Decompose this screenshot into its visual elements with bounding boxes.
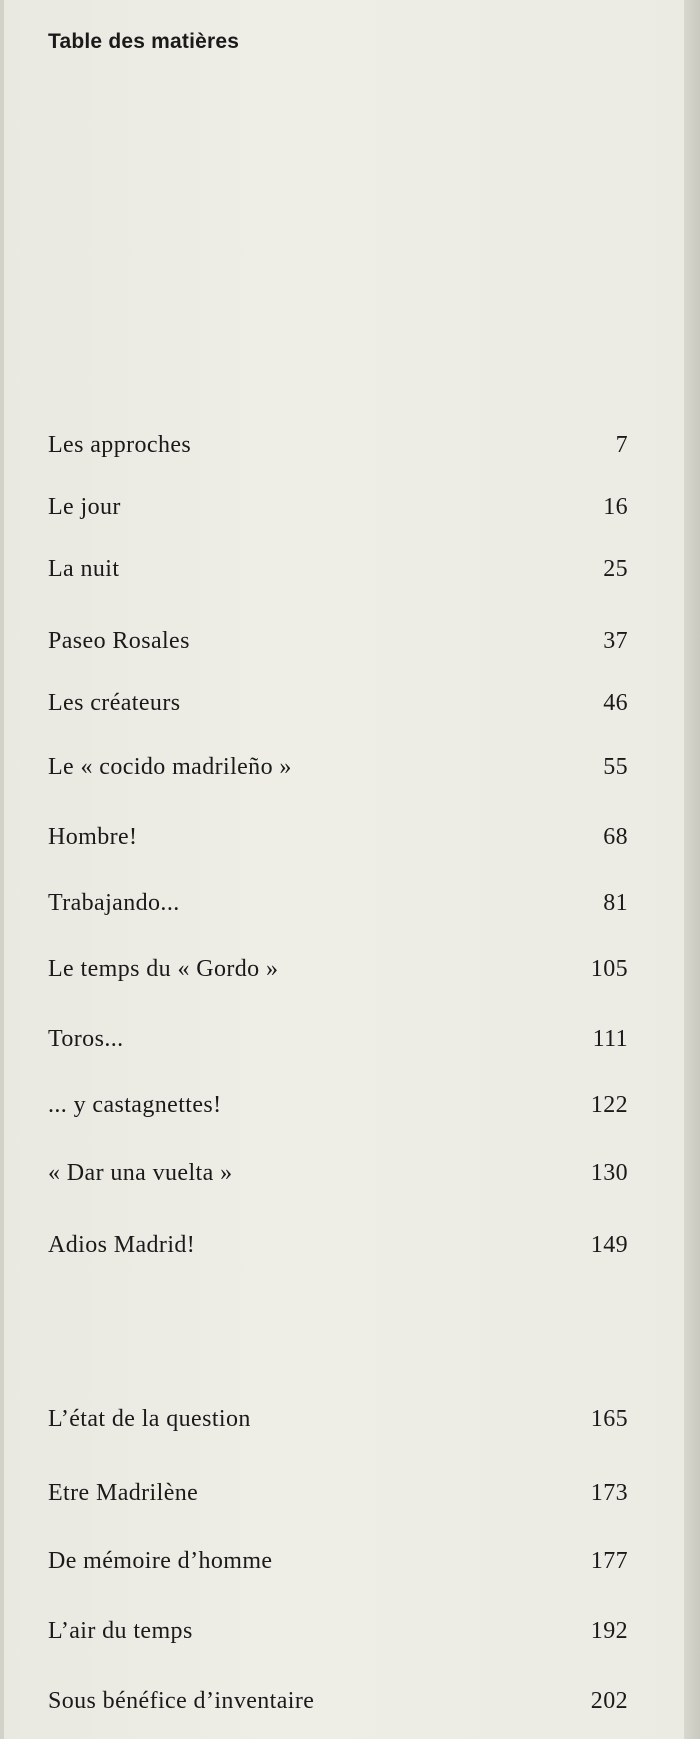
toc-entry-page-number: 37 — [603, 628, 628, 654]
toc-entry — [48, 628, 628, 664]
toc-entry-title: Toros... — [48, 1026, 124, 1052]
toc-entry-page-number: 173 — [590, 1480, 628, 1506]
toc-entry — [48, 1160, 628, 1196]
toc-entry-page-number: 202 — [590, 1688, 628, 1714]
toc-entry — [48, 1232, 628, 1268]
toc-entry — [48, 1480, 628, 1516]
toc-entry-title: La nuit — [48, 556, 120, 582]
toc-entry-page-number: 122 — [590, 1092, 628, 1118]
toc-entry-title: Le temps du « Gordo » — [48, 956, 279, 982]
toc-entry — [48, 1092, 628, 1128]
toc-entry-title: Le jour — [48, 494, 121, 520]
page-spine-edge — [684, 0, 700, 1739]
toc-entry-title: Hombre! — [48, 824, 138, 850]
toc-entry-title: Paseo Rosales — [48, 628, 190, 654]
toc-entry-page-number: 111 — [592, 1026, 628, 1052]
toc-entry-title: L’air du temps — [48, 1618, 193, 1644]
toc-entry-page-number: 25 — [603, 556, 628, 582]
toc-entry-page-number: 7 — [615, 432, 628, 458]
toc-entry-title: L’état de la question — [48, 1406, 251, 1432]
toc-entry — [48, 754, 628, 790]
toc-entry — [48, 824, 628, 860]
toc-entry — [48, 1026, 628, 1062]
toc-entry — [48, 690, 628, 726]
toc-entry-page-number: 130 — [590, 1160, 628, 1186]
toc-entry — [48, 494, 628, 530]
toc-entry-title: Adios Madrid! — [48, 1232, 196, 1258]
toc-entry-title: Sous bénéfice d’inventaire — [48, 1688, 315, 1714]
toc-entry-title: Les créateurs — [48, 690, 181, 716]
toc-entry-title: Etre Madrilène — [48, 1480, 199, 1506]
toc-entry-page-number: 46 — [603, 690, 628, 716]
toc-entry-page-number: 149 — [590, 1232, 628, 1258]
toc-entry-page-number: 68 — [603, 824, 628, 850]
toc-entry — [48, 1406, 628, 1442]
toc-entry — [48, 956, 628, 992]
page-title: Table des matières — [48, 30, 240, 53]
toc-entry — [48, 432, 628, 468]
toc-entry-page-number: 55 — [603, 754, 628, 780]
toc-entry — [48, 1688, 628, 1724]
toc-entry-title: Le « cocido madrileño » — [48, 754, 292, 780]
toc-entry-page-number: 16 — [603, 494, 628, 520]
page-left-edge — [0, 0, 4, 1739]
toc-entry-title: De mémoire d’homme — [48, 1548, 273, 1574]
toc-entry — [48, 890, 628, 926]
toc-entry-page-number: 165 — [590, 1406, 628, 1432]
toc-entry — [48, 1548, 628, 1584]
toc-entry-page-number: 105 — [590, 956, 628, 982]
toc-entry-page-number: 81 — [603, 890, 628, 916]
toc-entry — [48, 556, 628, 592]
toc-entry-page-number: 177 — [590, 1548, 628, 1574]
toc-entry-title: ... y castagnettes! — [48, 1092, 222, 1118]
toc-entry-page-number: 192 — [590, 1618, 628, 1644]
toc-entry-title: Les approches — [48, 432, 192, 458]
toc-entry-title: « Dar una vuelta » — [48, 1160, 233, 1186]
toc-entry — [48, 1618, 628, 1654]
toc-entry-title: Trabajando... — [48, 890, 180, 916]
